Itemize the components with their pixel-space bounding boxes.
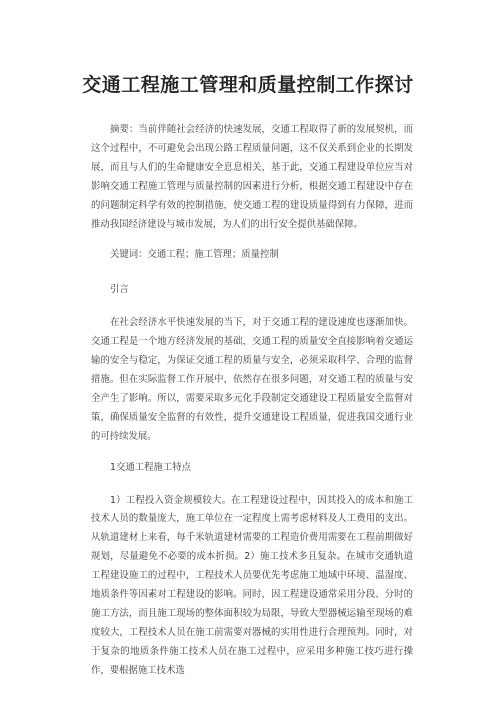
- keywords-line: 关键词：交通工程；施工管理；质量控制: [110, 249, 279, 261]
- abstract-paragraph: 摘要：当前伴随社会经济的快速发展，交通工程取得了新的发展契机，而这个过程中，不可避免会出现公路工程质量问题，这不仅关系到企业的长期发展，而且与人们的生命健康安全息息相关，基于此，交通工程建设单位应当对影响交通工程施工管理与质量控制的因素进行分析，根据交通工程建设中存在的问题制定科学有效的控制措施，使交通工程的建设质量得到有力保障，进而推动我国经济建设与城市发展，为人们的出行安全提供基础保障。: [91, 124, 413, 230]
- document-body: [91, 121, 413, 693]
- intro-paragraph: 在社会经济水平快速发展的当下，对于交通工程的建设速度也逐渐加快。交通工程是一个地方经济发展的基础，交通工程的质量安全直接影响着交通运输的安全与稳定，为保证交通工程的质量与安全，必须采取科学、合理的监督措施。但在实际监督工作开展中，依然存在很多问题，对交通工程的质量与安全产生了影响。所以，需要采取多元化手段制定交通建设工程质量安全监督对策，确保质量安全监督的有效性，提升交通建设工程质量，促进我国交通行业的可持续发展。: [91, 317, 413, 442]
- intro-heading: 引言: [110, 284, 129, 296]
- section-1-paragraph: 1）工程投入资金规模较大。在工程建设过程中，因其投入的成本和施工技术人员的数量庞大，施工单位在一定程度上需考虑材料及人工费用的支出。从轨道建材上来看，每千米轨道建材需要的工程造价费用需要在工程前期做好规划，尽量避免不必要的成本折损。2）施工技术多且复杂。在城市交通轨道工程建设施工的过程中，工程技术人员要优先考虑施工地域中环境、温湿度、地质条件等因素对工程建设的影响。同时，因工程建设通常采用分段、分时的施工方法，而且施工现场的整体面积较为局限，导致大型器械运输至现场的难度较大，工程技术人员在施工前需要对器械的实用性进行合理预判。同时，对于复杂的地质条件施工技术人员在施工过程中，应采用多种施工技巧进行操作，要根据施工技术选: [91, 494, 413, 676]
- section-1-heading: 1交通工程施工特点: [110, 461, 191, 473]
- document-title: 交通工程施工管理和质量控制工作探讨: [82, 74, 414, 96]
